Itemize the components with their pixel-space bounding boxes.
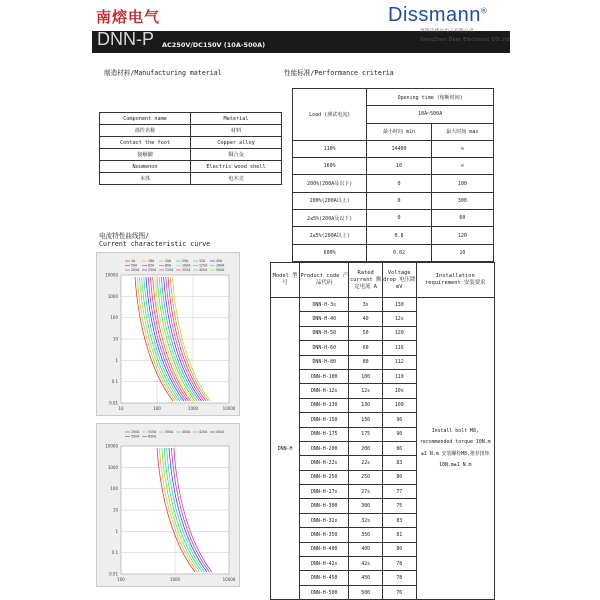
table-row <box>100 173 282 185</box>
legend-label: 315A <box>165 268 174 273</box>
load-label: Load (测试电流) <box>293 89 367 141</box>
sel-rated-cell: 40 <box>349 312 383 326</box>
y-tick-label: 10000 <box>105 272 118 278</box>
legend-label: 315A <box>148 430 157 435</box>
sel-drop-cell: 130 <box>382 298 416 312</box>
x-tick-label: 100 <box>153 406 161 411</box>
sel-code-cell: DNN-H-150 <box>300 413 349 427</box>
code-head: Product code 产品代码 <box>300 263 349 298</box>
x-tick-label: 10000 <box>222 406 236 411</box>
selection-table <box>270 262 495 600</box>
legend-label: 16A <box>148 259 155 264</box>
sel-code-cell: DNN-H-500 <box>300 585 349 599</box>
sel-drop-cell: 96 <box>382 413 416 427</box>
y-tick-label: 0.01 <box>109 571 118 577</box>
legend-label: 63A <box>148 263 155 268</box>
x-tick-label: 10000 <box>222 577 236 582</box>
legend-label: 500A <box>131 434 140 439</box>
x-tick-label: 1000 <box>169 577 181 582</box>
table-row <box>100 137 282 149</box>
perf-max-cell: ∞ <box>431 158 493 175</box>
component-cn: 接触脚 <box>100 149 191 161</box>
company-cn: 深圳市德尔电子有限公司 <box>420 29 474 34</box>
table-row <box>271 298 495 312</box>
perf-max-cell: 120 <box>431 227 493 244</box>
table-row <box>293 158 494 175</box>
sel-rated-cell: 175 <box>349 427 383 441</box>
sel-code-cell: DNN-H-80 <box>300 355 349 369</box>
y-tick-label: 0.01 <box>109 400 118 406</box>
sel-drop-cell: 80 <box>382 470 416 484</box>
sel-drop-cell: 76 <box>382 585 416 599</box>
legend-label: 100A <box>182 263 191 268</box>
rating-text: AC250V/DC150V (10A-500A) <box>162 41 266 49</box>
sel-rated-cell: 42s <box>349 557 383 571</box>
perf-min-cell: 10 <box>367 158 431 175</box>
sel-drop-cell: 90 <box>382 427 416 441</box>
perf-load-cell: 160% <box>293 158 367 175</box>
sel-rated-cell: 400 <box>349 542 383 556</box>
curve-chart-1 <box>96 252 240 416</box>
legend-label: 400A <box>199 268 208 273</box>
y-tick-label: 0.1 <box>111 550 118 556</box>
sel-rated-cell: 500 <box>349 585 383 599</box>
sel-drop-cell: 12s <box>382 312 416 326</box>
material-en: Electric wood shell <box>191 161 282 173</box>
perf-max-cell: 100 <box>431 175 493 192</box>
legend-label: 355A <box>165 430 174 435</box>
sel-code-cell: DNN-H-3s <box>300 298 349 312</box>
sel-code-cell: DNN-H-350 <box>300 528 349 542</box>
sel-drop-cell: 10s <box>382 384 416 398</box>
perf-load-cell: 600% <box>293 244 367 261</box>
min-label: 最小时间 min <box>367 123 431 140</box>
perf-min-cell: 0.8 <box>367 227 431 244</box>
perf-load-cell: 2≤5%(200A及以下) <box>293 210 367 227</box>
table-row <box>100 161 282 173</box>
sel-drop-cell: 77 <box>382 485 416 499</box>
table-row <box>293 89 494 106</box>
perf-min-cell: 14400 <box>367 140 431 157</box>
sel-rated-cell: 22s <box>349 456 383 470</box>
sel-code-cell: DNN-H-450 <box>300 571 349 585</box>
material-cn: 铜合金 <box>191 149 282 161</box>
material-head-cn: 材料 <box>191 125 282 137</box>
y-tick-label: 10 <box>112 507 118 513</box>
performance-title: 性能标准/Performance criteria <box>284 69 394 77</box>
sel-rated-cell: 350 <box>349 528 383 542</box>
materials-table <box>99 112 282 185</box>
y-tick-label: 1000 <box>107 293 118 299</box>
legend-label: 32A <box>199 259 206 264</box>
drop-head: Voltage drop 电压降 mV <box>382 263 416 298</box>
sel-code-cell: DNN-H-200 <box>300 441 349 455</box>
sel-code-cell: DNN-H-250 <box>300 470 349 484</box>
perf-load-cell: 200%(200A以上) <box>293 192 367 209</box>
legend-label: 250A <box>131 430 140 435</box>
registered-mark: ® <box>480 6 488 16</box>
legend-label: 160A <box>216 263 225 268</box>
component-en: Contact the foot <box>100 137 191 149</box>
brand-en-text: Dissmann <box>388 4 481 26</box>
install-note-cell: Install bolt M8, recommended torque 10N.m ±1 N.m 安装螺栓M8,推荐扭矩10N.m±1 N.m <box>416 298 494 600</box>
legend-label: 200A <box>131 268 140 273</box>
range-label: 10A~500A <box>367 106 494 123</box>
material-en: Copper alloy <box>191 137 282 149</box>
legend-label: 450A <box>216 430 225 435</box>
sel-rated-cell: 50 <box>349 326 383 340</box>
curve-title-en: Current characteristic curve <box>99 240 211 248</box>
perf-max-cell: ∞ <box>431 140 493 157</box>
x-tick-label: 10 <box>118 406 124 411</box>
legend-label: 125A <box>199 263 208 268</box>
table-row <box>293 210 494 227</box>
sel-drop-cell: 75 <box>382 499 416 513</box>
sel-rated-cell: 250 <box>349 470 383 484</box>
sel-drop-cell: 81 <box>382 528 416 542</box>
component-en: Noumenon <box>100 161 191 173</box>
sel-drop-cell: 83 <box>382 513 416 527</box>
perf-min-cell: 0 <box>367 210 431 227</box>
sel-rated-cell: 12s <box>349 384 383 398</box>
curve-title-cn: 电流特性曲线图/ <box>99 232 150 240</box>
sel-rated-cell: 80 <box>349 355 383 369</box>
sel-drop-cell: 120 <box>382 326 416 340</box>
brand-cn-logo: 南熔电气 <box>96 8 161 26</box>
table-row <box>293 244 494 261</box>
table-row <box>271 263 495 298</box>
y-tick-label: 1 <box>115 528 118 534</box>
y-tick-label: 10 <box>112 336 118 342</box>
sel-drop-cell: 100 <box>382 398 416 412</box>
table-row <box>100 149 282 161</box>
brand-en-logo <box>388 4 487 27</box>
rated-head: Rated current 额定电流 A <box>349 263 383 298</box>
sel-drop-cell: 83 <box>382 456 416 470</box>
sel-code-cell: DNN-H-27s <box>300 485 349 499</box>
sel-code-cell: DNN-H-32s <box>300 513 349 527</box>
x-tick-label: 1000 <box>187 406 199 411</box>
model-head: Model 型号 <box>271 263 300 298</box>
legend-label: 80A <box>165 263 172 268</box>
y-tick-label: 100 <box>110 486 118 492</box>
sel-rated-cell: 200 <box>349 441 383 455</box>
y-tick-label: 10000 <box>105 443 118 449</box>
sel-drop-cell: 116 <box>382 341 416 355</box>
perf-max-cell: 60 <box>431 210 493 227</box>
y-tick-label: 1000 <box>107 464 118 470</box>
company-en: ShenZhen Deer Electronic CO.,ltd <box>420 38 511 43</box>
perf-load-cell: 200%(200A及以下) <box>293 175 367 192</box>
sel-code-cell: DNN-H-60 <box>300 341 349 355</box>
install-head: Installation requirement 安装要求 <box>416 263 494 298</box>
legend-label: 630A <box>148 434 157 439</box>
component-head-cn: 部件名称 <box>100 125 191 137</box>
sel-code-cell: DNN-H-400 <box>300 542 349 556</box>
legend-label: 40A <box>216 259 223 264</box>
sel-code-cell: DNN-H-12s <box>300 384 349 398</box>
table-row <box>293 175 494 192</box>
sel-code-cell: DNN-H-100 <box>300 369 349 383</box>
legend-label: 20A <box>165 259 172 264</box>
y-tick-label: 1 <box>115 357 118 363</box>
table-row <box>100 125 282 137</box>
perf-min-cell: 0.02 <box>367 244 431 261</box>
sel-code-cell: DNN-H-175 <box>300 427 349 441</box>
perf-min-cell: 0 <box>367 192 431 209</box>
sel-rated-cell: 130 <box>349 398 383 412</box>
table-row <box>293 140 494 157</box>
legend-label: 355A <box>182 268 191 273</box>
legend-label: 400A <box>182 430 191 435</box>
perf-max-cell: 10 <box>431 244 493 261</box>
perf-load-cell: 2≤5%(200A以上) <box>293 227 367 244</box>
sel-drop-cell: 110 <box>382 369 416 383</box>
y-tick-label: 100 <box>110 315 118 321</box>
legend-label: 500A <box>216 268 225 273</box>
sel-code-cell: DNN-H-42s <box>300 557 349 571</box>
model-title: DNN-P <box>97 29 154 49</box>
perf-max-cell: 300 <box>431 192 493 209</box>
sel-rated-cell: 32s <box>349 513 383 527</box>
legend-label: 50A <box>131 263 138 268</box>
sel-drop-cell: 78 <box>382 557 416 571</box>
y-tick-label: 0.1 <box>111 379 118 385</box>
max-label: 最大时间 max <box>431 123 493 140</box>
sel-drop-cell: 112 <box>382 355 416 369</box>
sel-drop-cell: 78 <box>382 571 416 585</box>
sel-rated-cell: 450 <box>349 571 383 585</box>
sel-code-cell: DNN-H-40 <box>300 312 349 326</box>
performance-table <box>292 88 494 262</box>
sel-code-cell: DNN-H-22s <box>300 456 349 470</box>
opening-time-label: Opening time (熔断时间) <box>367 89 494 106</box>
materials-title: 制造材料/Manufacturing material <box>104 69 222 77</box>
table-row <box>293 227 494 244</box>
perf-load-cell: 110% <box>293 140 367 157</box>
perf-min-cell: 0 <box>367 175 431 192</box>
table-row <box>293 192 494 209</box>
legend-label: 250A <box>148 268 157 273</box>
sel-rated-cell: 3s <box>349 298 383 312</box>
sel-code-cell: DNN-H-50 <box>300 326 349 340</box>
curve-chart-2 <box>96 423 240 587</box>
sel-code-cell: DNN-H-130 <box>300 398 349 412</box>
sel-drop-cell: 80 <box>382 542 416 556</box>
material-cn: 电木壳 <box>191 173 282 185</box>
legend-label: 1A <box>131 259 136 264</box>
legend-label: 425A <box>199 430 208 435</box>
table-row <box>100 113 282 125</box>
component-head-en: Component name <box>100 113 191 125</box>
sel-drop-cell: 86 <box>382 441 416 455</box>
sel-rated-cell: 27s <box>349 485 383 499</box>
legend-label: 25A <box>182 259 189 264</box>
sel-rated-cell: 300 <box>349 499 383 513</box>
sel-rated-cell: 60 <box>349 341 383 355</box>
sel-rated-cell: 150 <box>349 413 383 427</box>
x-tick-label: 100 <box>117 577 125 582</box>
component-cn: 本体 <box>100 173 191 185</box>
model-cell: DNN-H <box>271 298 300 600</box>
sel-code-cell: DNN-H-300 <box>300 499 349 513</box>
sel-rated-cell: 100 <box>349 369 383 383</box>
material-head-en: Material <box>191 113 282 125</box>
